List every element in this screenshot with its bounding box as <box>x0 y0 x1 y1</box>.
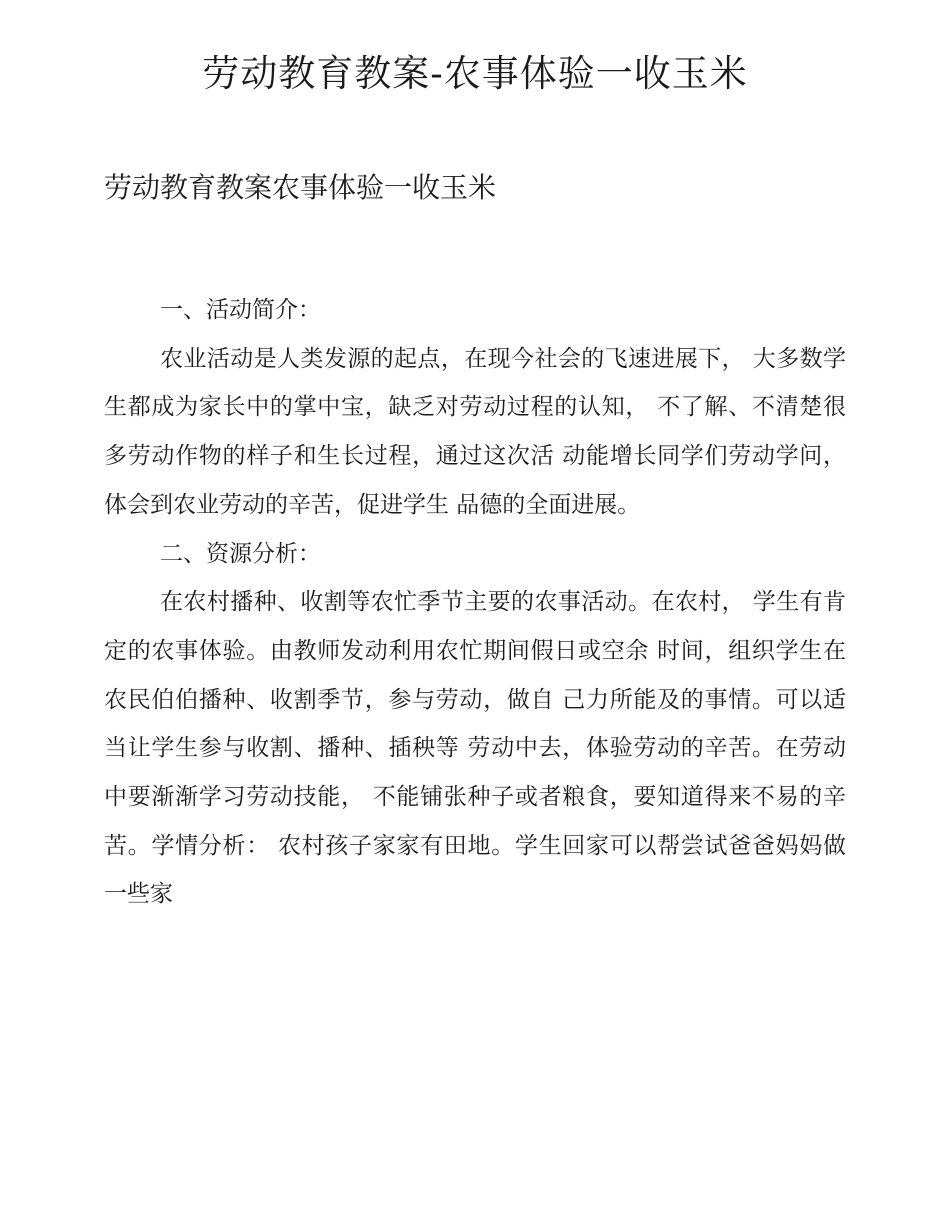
lesson-heading: 劳动教育教案农事体验一收玉米 <box>104 171 497 204</box>
section-label-resource-analysis: 二、资源分析： <box>160 540 321 567</box>
document-title: 劳动教育教案-农事体验一收玉米 <box>202 52 748 95</box>
body-content <box>104 286 846 919</box>
section-text-resource-analysis: 在农村播种、收割等农忙季节主要的农事活动。在农村， 学生有肯定的农事体验。由教师发动利用农忙期间假日或空余 时间，组织学生在农民伯伯播种、收割季节，参与劳动，做自 己力所能及的事情。可以适当让学生参与收割、播种、插秧等 劳动中去，体验劳动的辛苦。在劳动中要渐渐学习劳动技能， 不能铺张种子或者粮食，要知道得来不易的辛苦。学情分析： 农村孩子家家有田地。学生回家可以帮尝试爸爸妈妈做一些家 <box>104 589 846 908</box>
section-label-activity-intro: 一、活动简介： <box>160 297 321 323</box>
section-text-activity-intro: 农业活动是人类发源的起点，在现今社会的飞速进展下， 大多数学生都成为家长中的掌中宝，缺乏对劳动过程的认知， 不了解、不清楚很多劳动作物的样子和生长过程，通过这次活 动能增长同学们劳动学问，体会到农业劳动的辛苦，促进学生 品德的全面进展。 <box>104 345 846 518</box>
